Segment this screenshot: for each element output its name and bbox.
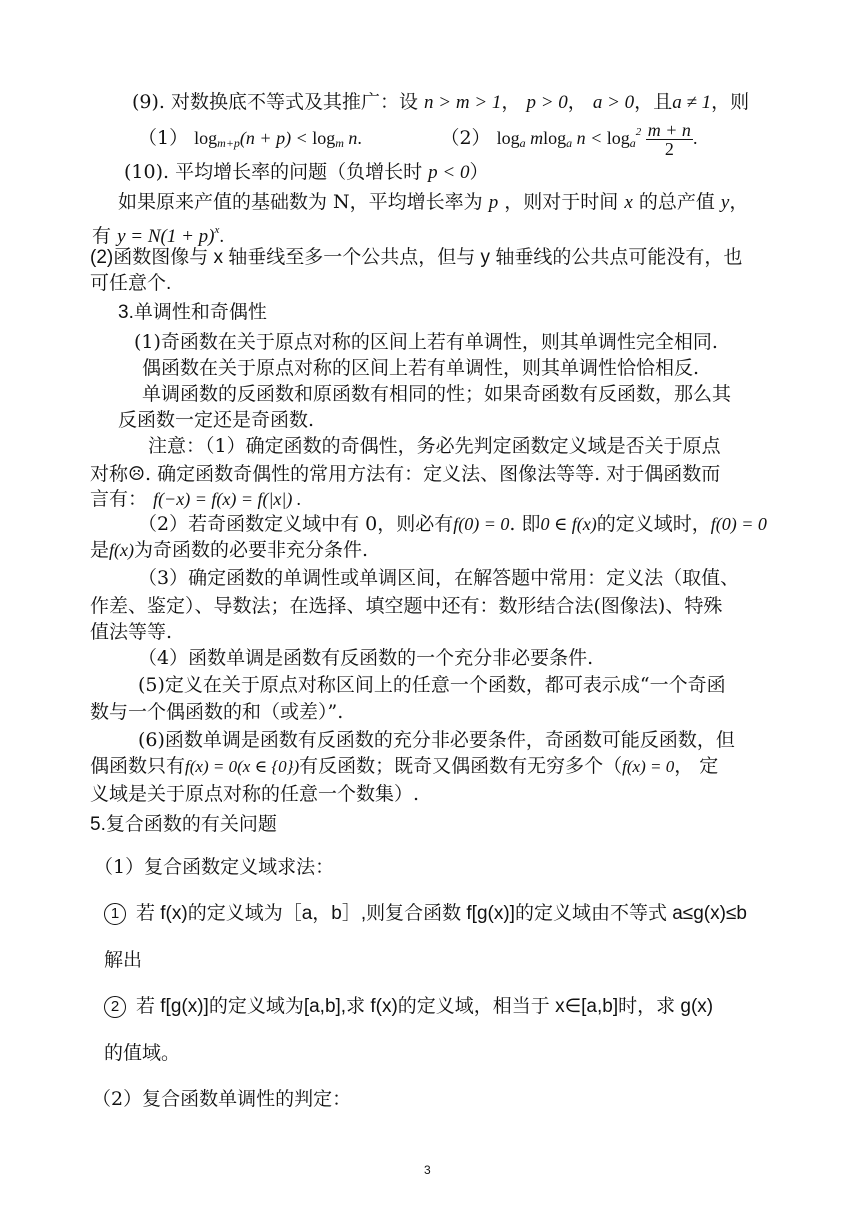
- s10-text1: [118, 190, 748, 215]
- var-x: x: [624, 192, 633, 213]
- s5-c1: [104, 902, 747, 926]
- s3-n6-c: 义域是关于原点对称的任意一个数集）.: [90, 783, 420, 805]
- s3-n1-b: 对称☹. 确定函数奇偶性的常用方法有：定义法、图像法等等. 对于偶函数而: [90, 463, 721, 485]
- s5-sub1: （1）复合函数定义域求法：: [94, 856, 335, 878]
- s3-n6-b1: 偶函数只有: [90, 755, 186, 777]
- s3-n1-a: 注意：（1）确定函数的奇偶性，务必先判定函数定义域是否关于原点: [148, 435, 721, 457]
- s3-n2-b2: f(x): [109, 540, 134, 560]
- s3-n5-b: 数与一个偶函数的和（或差）”.: [90, 701, 344, 723]
- s9-heading: (9). 对数换底不等式及其推广：设: [132, 91, 418, 113]
- s3-n6-b4: f(x) = 0: [622, 757, 675, 776]
- s3-n3-c: 值法等等.: [90, 621, 173, 643]
- s3-n2-a: [138, 512, 767, 536]
- s3-n4: （4）函数单调是函数有反函数的一个充分非必要条件.: [138, 647, 594, 669]
- s9-item2-formula: loga mloga n < loga$^2$ $\frac{m + n}{2}$ .: [496, 120, 698, 160]
- s9-item1-formula: logm+p(n + p) < logm n.: [194, 128, 362, 150]
- s9-cond4: a ≠ 1: [672, 92, 712, 113]
- s3-l1: (1)奇函数在关于原点对称的区间上若有单调性，则其单调性完全相同.: [134, 331, 718, 353]
- s3-n6-a: (6)函数单调是函数有反函数的充分非必要条件，奇函数可能反函数，但: [138, 729, 735, 751]
- s3-l3: 单调函数的反函数和原函数有相同的性；如果奇函数有反函数，那么其: [142, 383, 732, 405]
- p2-line1: (2)函数图像与 x 轴垂线至多一个公共点，但与 y 轴垂线的公共点可能没有，也: [90, 247, 743, 268]
- s9-cond1: n > m > 1: [424, 92, 502, 113]
- s5-c1-text: 若 f(x)的定义域为［a，b］,则复合函数 f[g(x)]的定义域由不等式 a≤g(x)≤b: [136, 903, 747, 924]
- circled-number-2: 2: [104, 996, 126, 1018]
- s3-n3-a: （3）确定函数的单调性或单调区间，在解答题中常用：定义法（取值、: [138, 567, 740, 589]
- s3-n1-c-formula: f(−x) = f(x) = f(|x|) .: [153, 489, 302, 509]
- s3-n2-b: [90, 538, 368, 562]
- var-y: y: [720, 192, 730, 213]
- s3-n2-a1: （2）若奇函数定义域中有 0，则必有: [138, 513, 454, 535]
- s3-n2-a3: . 即: [509, 513, 541, 535]
- s9-item1-label: （1）: [138, 127, 189, 149]
- s10-text1-c: 的总产值: [638, 191, 715, 213]
- s3-l2: 偶函数在关于原点对称的区间上若有单调性，则其单调性恰恰相反.: [142, 357, 700, 379]
- s3-n1-c: [90, 487, 301, 511]
- s9-items-line: [138, 120, 697, 160]
- s3-n6-b3: 有反函数；既奇又偶函数有无穷多个（: [299, 755, 623, 777]
- s5-c2-cont: 的值域。: [104, 1042, 181, 1064]
- s5-heading: 5.复合函数的有关问题: [90, 814, 277, 835]
- s5-c1-cont: 解出: [104, 949, 143, 971]
- s9-heading-line: (9). 对数换底不等式及其推广：设 n > m > 1， p > 0， a > 0，且a ≠ 1，则: [132, 91, 750, 113]
- s10-heading: (10). 平均增长率的问题（负增长时: [124, 161, 423, 183]
- s9-item2-label: （2）: [440, 127, 491, 149]
- s3-n1-c-prefix: 言有：: [90, 488, 148, 510]
- s10-text1-b: ，则对于时间: [504, 191, 619, 213]
- s5-c2-text: 若 f[g(x)]的定义域为[a,b],求 f(x)的定义域，相当于 x∈[a,b]时，求 g(x): [136, 996, 714, 1017]
- s5-sub2: （2）复合函数单调性的判定：: [92, 1088, 352, 1110]
- s3-n6-b5: ， 定: [674, 755, 719, 777]
- s3-heading: 3.单调性和奇偶性: [118, 302, 267, 323]
- page-number: 3: [424, 1163, 431, 1177]
- p2-line2: 可任意个.: [90, 273, 172, 294]
- s3-n6-b: [90, 754, 718, 779]
- s5-c2: [104, 995, 713, 1019]
- s9-cond2: p > 0: [526, 92, 568, 113]
- s10-heading-tail: ）: [469, 161, 489, 183]
- s3-n6-b2: f(x) = 0(x ∈ {0}): [185, 757, 300, 776]
- s10-text1-a: 如果原来产值的基础数为 N，平均增长率为: [118, 191, 483, 213]
- s3-n2-b3: 为奇函数的必要非充分条件.: [134, 539, 369, 561]
- circled-number-1: 1: [104, 903, 126, 925]
- s3-n5-a: (5)定义在关于原点对称区间上的任意一个函数，都可表示成“一个奇函: [138, 674, 726, 696]
- s3-n2-a5: 的定义域时，: [596, 513, 711, 535]
- s10-text1-d: ，: [729, 191, 749, 213]
- s10-formula: $y = N(1 + p)^x$.: [117, 224, 225, 247]
- s9-cond3: a > 0: [592, 92, 635, 113]
- s3-n2-a2: f(0) = 0: [453, 514, 510, 534]
- s3-n2-a4: 0 ∈ f(x): [540, 514, 597, 534]
- s10-text2-a: 有: [92, 225, 112, 247]
- var-p: p: [488, 192, 499, 213]
- s3-n2-b1: 是: [90, 539, 110, 561]
- s10-heading-line: [124, 160, 488, 185]
- s10-heading-cond: p < 0: [428, 162, 470, 183]
- s10-text2: [92, 218, 224, 249]
- s3-l4: 反函数一定还是奇函数.: [118, 409, 315, 431]
- s9-cond4-prefix: 且: [653, 91, 673, 113]
- s3-n2-a6: f(0) = 0: [710, 514, 767, 534]
- s3-n3-b: 作差、鉴定）、导数法；在选择、填空题中还有：数形结合法(图像法)、特殊: [90, 595, 723, 617]
- s9-tail: ，则: [711, 91, 750, 113]
